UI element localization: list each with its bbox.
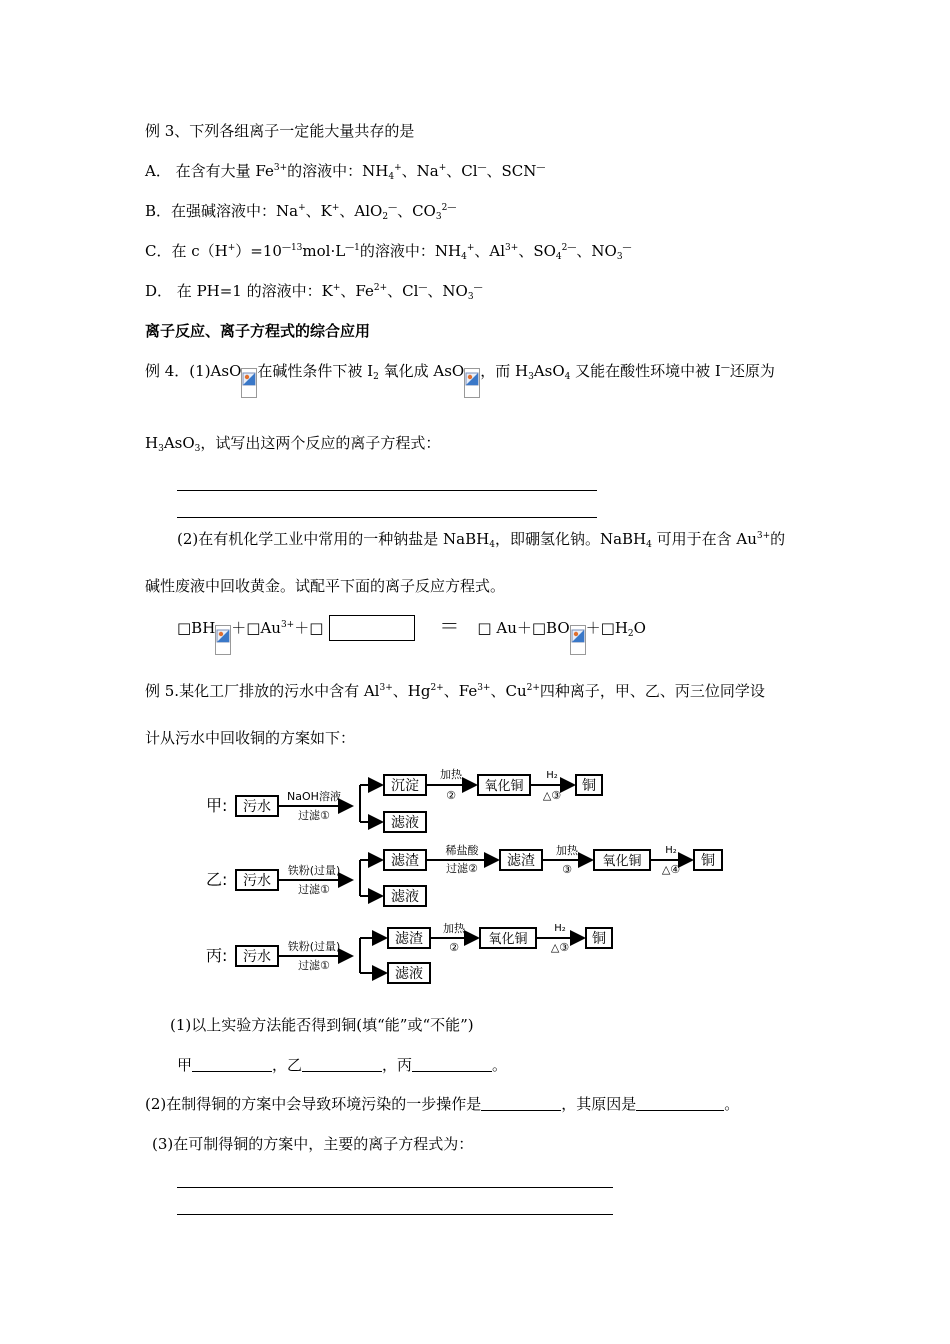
fill-blank[interactable] <box>302 1057 382 1072</box>
answer-line[interactable] <box>177 490 597 491</box>
arrow-label: 加热 <box>440 768 462 781</box>
fill-blank[interactable] <box>481 1096 561 1111</box>
arrow-label: 过滤① <box>298 959 330 972</box>
box-text: 污水 <box>243 949 271 965</box>
ex3-option-b: B．在强碱溶液中：Na+、K+、AlO$_2$—、$CO_3^{2—}$ <box>145 202 457 222</box>
arrow-label: △④ <box>661 863 681 876</box>
ex3-title <box>145 121 414 141</box>
box-text: 铜 <box>582 778 596 794</box>
box-text: 铜 <box>701 853 715 869</box>
ex5-answers-1: 甲 ，乙 ，丙 。 <box>177 1056 508 1074</box>
broken-image-icon <box>241 368 257 398</box>
arrow-label: NaOH溶液 <box>287 790 341 803</box>
ex5-paragraph-1: 例 5.某化工厂排放的污水中含有 $Al^{3+}$、$Hg^{2+}$、$Fe^{3+}$、$Cu^{2+}$四种离子，甲、乙、丙三位同学设 <box>145 682 765 700</box>
ex5-question-3: (3)在可制得铜的方案中，主要的离子方程式为： <box>152 1135 474 1153</box>
box-text: 氧化铜 <box>602 854 642 869</box>
box-text: 滤液 <box>395 966 423 982</box>
box-text: 滤渣 <box>395 931 423 947</box>
ex5-question-1: (1)以上实验方法能否得到铜(填“能”或“不能”) <box>170 1016 474 1034</box>
box-text: 污水 <box>243 799 271 815</box>
ex3-title-text: 例 3、下列各组离子一定能大量共存的是 <box>145 122 415 140</box>
row-label-jia: 甲: <box>206 796 228 815</box>
ex5-question-2: (2)在制得铜的方案中会导致环境污染的一步操作是 ，其原因是 。 <box>145 1095 740 1113</box>
arrow-label: △③ <box>550 941 570 954</box>
box-text: 污水 <box>243 873 271 889</box>
arrow-label: H₂ <box>554 923 566 934</box>
arrow-label: H₂ <box>546 770 558 781</box>
arrow-label: ② <box>446 789 456 802</box>
arrow-label: 过滤① <box>298 809 330 822</box>
row-label-yi: 乙: <box>206 870 228 889</box>
answer-line[interactable] <box>177 1187 613 1188</box>
box-text: 滤渣 <box>391 853 419 869</box>
arrow-label: 加热 <box>556 844 578 857</box>
arrow-label: H₂ <box>665 845 677 856</box>
box-text: 铜 <box>592 931 606 947</box>
ex4-paragraph-1: 例 4．(1)AsO 在碱性条件下被 $I_2$ 氧化成 AsO ，而 $H_3AsO_4$ 又能在酸性环境中被 I—还原为 <box>145 361 775 398</box>
arrow-label: 铁粉(过量) <box>287 864 341 877</box>
broken-image-icon <box>464 368 480 398</box>
arrow-label: 过滤② <box>446 862 478 875</box>
broken-image-icon <box>215 625 231 655</box>
arrow-label: ② <box>449 941 459 954</box>
box-text: 滤液 <box>391 889 419 905</box>
broken-image-icon <box>570 625 586 655</box>
ex3-option-d: D． 在 PH=1 的溶液中：K+、$Fe^{2+}$、Cl—、$NO_3^—$ <box>145 282 483 302</box>
ex5-paragraph-2: 计从污水中回收铜的方案如下： <box>145 729 356 747</box>
fill-blank[interactable] <box>636 1096 724 1111</box>
section-heading: 离子反应、离子方程式的综合应用 <box>145 322 371 340</box>
box-text: 滤液 <box>391 815 419 831</box>
box-text: 氧化铜 <box>488 932 528 947</box>
arrow-label: 过滤① <box>298 883 330 896</box>
ex4-paragraph-2: $H_3AsO_3$，试写出这两个反应的离子方程式： <box>145 434 441 454</box>
arrow-label: 加热 <box>443 922 465 935</box>
arrow-label: ③ <box>562 863 572 876</box>
balance-equation: □BH $+□Au^{3+}+□$ ＝ □ Au＋□BO $+□H_2O$ <box>177 615 646 655</box>
arrow-label: 稀盐酸 <box>445 844 479 857</box>
row-label-bing: 丙: <box>206 946 228 965</box>
fill-blank[interactable] <box>412 1057 492 1072</box>
box-text: 滤渣 <box>507 853 535 869</box>
ex3-option-a: A． 在含有大量 $Fe^{3+}$的溶液中：$NH_4^+$、Na+、Cl—、SCN— <box>145 162 546 182</box>
box-text: 沉淀 <box>391 778 419 794</box>
arrow-label: 铁粉(过量) <box>287 940 341 953</box>
blank-box[interactable] <box>329 615 415 641</box>
ex4-question-2-line2: 碱性废液中回收黄金。试配平下面的离子反应方程式。 <box>145 577 506 595</box>
box-text: 氧化铜 <box>484 779 524 794</box>
answer-line[interactable] <box>177 1214 613 1215</box>
ex3-option-c: C．在 $c(H^+)=10^{—13}mol\cdot L^{—1}$的溶液中：$NH_4^+$、$Al^{3+}$、$SO_4^{2—}$、$NO_3^—$ <box>145 242 632 262</box>
ex4-question-2: (2)在有机化学工业中常用的一种钠盐是 NaBH$_4$，即硼氢化钠。NaBH$_4$ 可用于在含 $Au^{3+}$的 <box>177 530 786 550</box>
answer-line[interactable] <box>177 517 597 518</box>
fill-blank[interactable] <box>192 1057 272 1072</box>
arrow-label: △③ <box>542 789 562 802</box>
copper-recovery-flowchart <box>200 764 740 994</box>
